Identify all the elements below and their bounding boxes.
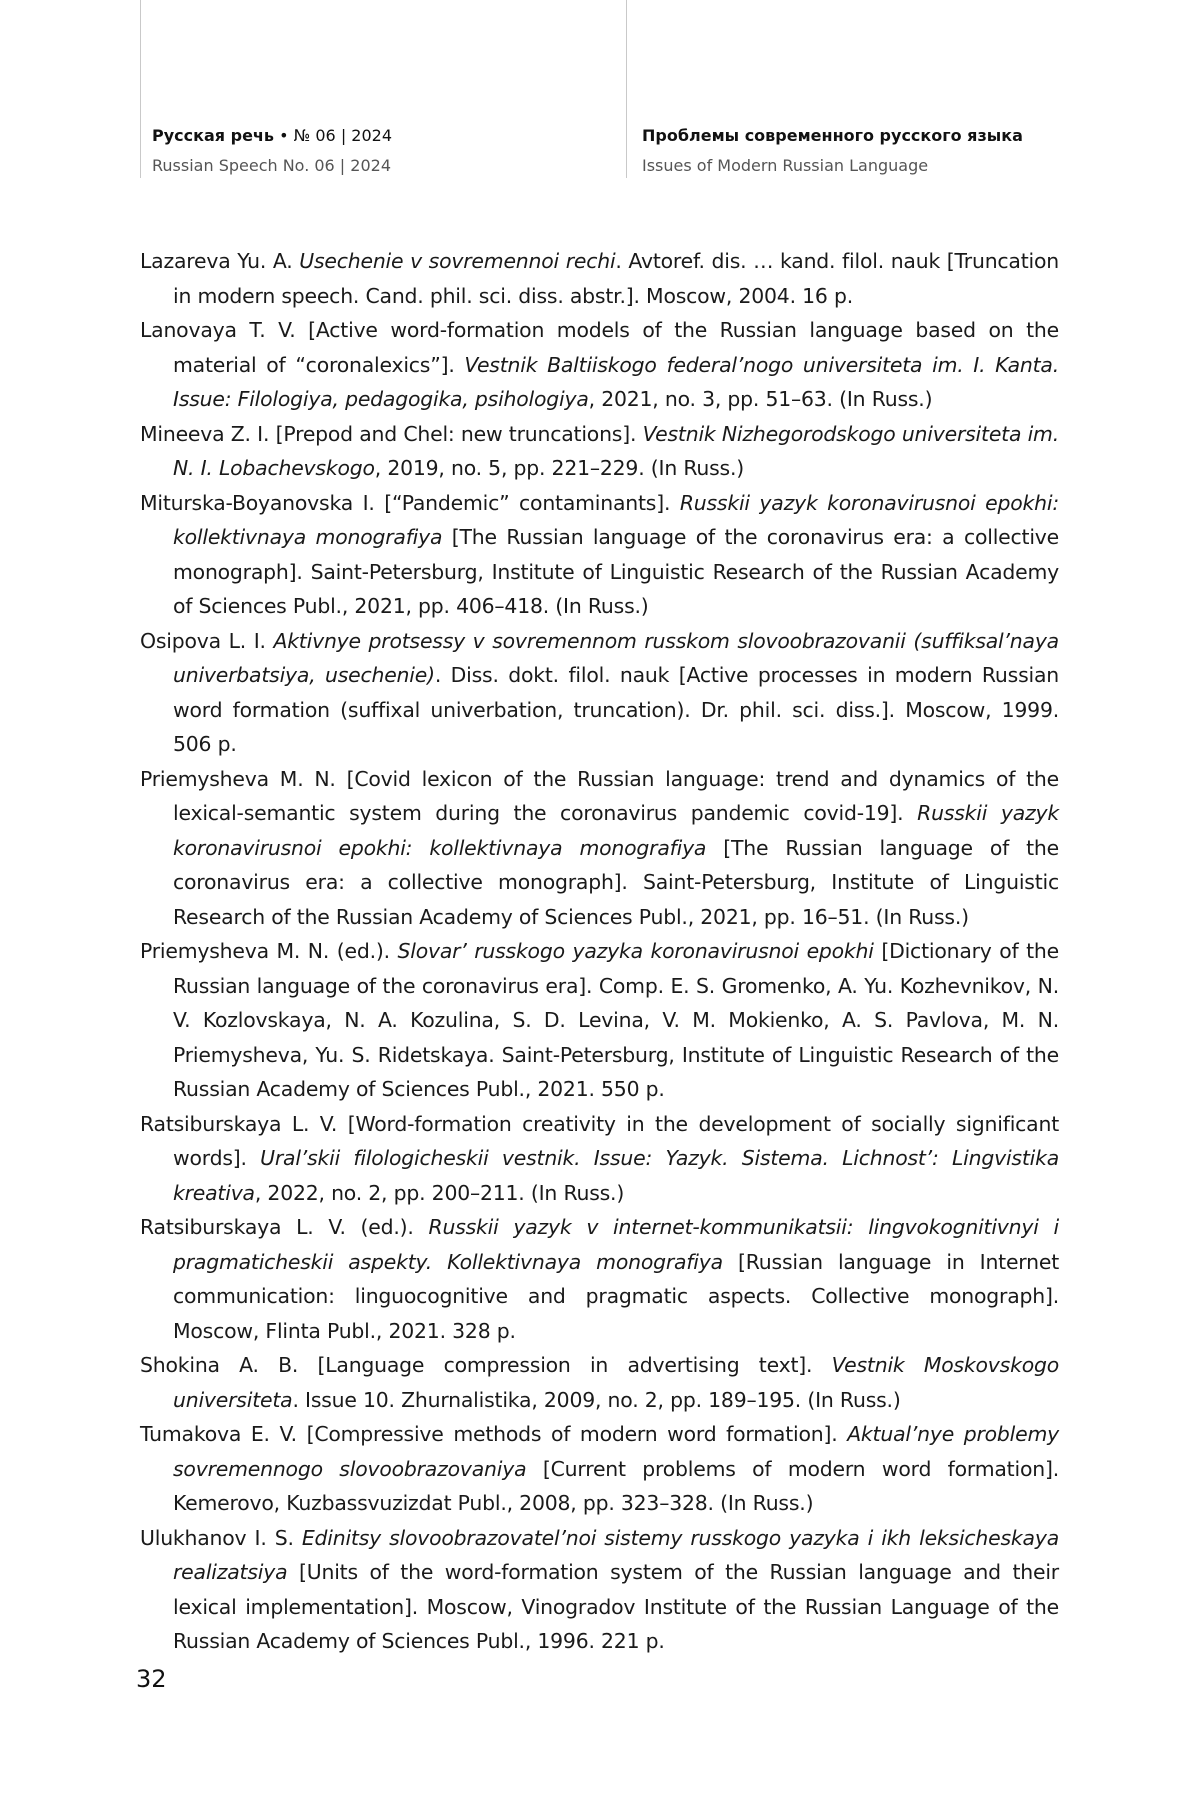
reference-entry <box>140 1348 1059 1417</box>
reference-entry <box>140 762 1059 935</box>
reference-title-italic: Aktual’nye problemy sovremennogo slovoobrazovaniya <box>173 1422 1060 1481</box>
reference-title-italic: Vestnik Moskovskogo universiteta <box>173 1353 1059 1412</box>
journal-issue-ru: • № 06 | 2024 <box>274 126 393 145</box>
section-title-ru: Проблемы современного русского языка <box>642 126 1023 145</box>
reference-title-italic: Russkii yazyk v internet-kommunikatsii: lingvokognitivnyi i pragmaticheskii aspekty. Kollektivnaya monografiya <box>173 1215 1060 1274</box>
reference-text: , 2022, no. 2, pp. 200–211. (In Russ.) <box>254 1180 625 1205</box>
reference-text: Tumakova E. V. [Compressive methods of modern word formation]. <box>140 1422 848 1446</box>
reference-title-italic: Russkii yazyk koronavirusnoi epokhi: kollektivnaya monografiya <box>173 490 1059 549</box>
reference-text: [The Russian language of the coronavirus era: a collective monograph]. Saint-Petersburg, Institute of Linguistic Research of the Russian Academy of Sciences Publ., 2021, pp. 16–51. (In Russ.) <box>173 835 1059 929</box>
reference-text: [Units of the word-formation system of the Russian language and their lexical implementation]. Moscow, Vinogradov Institute of the Russian Language of the Russian Academy of Sciences Publ., 1996. 221 p. <box>173 1560 1059 1653</box>
reference-text: Ratsiburskaya L. V. (ed.). <box>140 1215 429 1239</box>
reference-entry <box>140 1107 1059 1211</box>
reference-text: [Russian language in Internet communication: linguocognitive and pragmatic aspects. Collective monograph]. Moscow, Flinta Publ., 2021. 328 p. <box>173 1249 1059 1343</box>
header-divider-left <box>140 0 141 178</box>
reference-text: [Current problems of modern word formation]. Kemerovo, Kuzbassvuzizdat Publ., 2008, pp. 323–328. (In Russ.) <box>173 1456 1059 1515</box>
references-list <box>140 244 1059 1659</box>
reference-entry <box>140 624 1059 762</box>
reference-entry <box>140 486 1059 624</box>
reference-title-italic: Ural’skii filologicheskii vestnik. Issue: Yazyk. Sistema. Lichnost’: Lingvistika kreativa <box>173 1146 1059 1205</box>
reference-text: Miturska-Boyanovska I. [“Pandemic” contaminants]. <box>140 490 680 515</box>
reference-entry <box>140 934 1059 1107</box>
reference-entry <box>140 1521 1059 1659</box>
reference-text: Priemysheva M. N. (ed.). <box>140 939 398 963</box>
reference-entry <box>140 417 1059 486</box>
reference-text: Lazareva Yu. A. <box>140 249 300 273</box>
reference-title-italic: Aktivnye protsessy v sovremennom russkom slovoobrazovanii (suffiksal’naya univerbatsiya, usechenie) <box>173 628 1059 687</box>
reference-text: Mineeva Z. I. [Prepod and Chel: new truncations]. <box>140 421 643 446</box>
header-divider-right <box>626 0 627 178</box>
section-title-en: Issues of Modern Russian Language <box>642 156 929 175</box>
reference-entry <box>140 313 1059 417</box>
journal-title-en: Russian Speech No. 06 | 2024 <box>152 156 391 175</box>
reference-title-italic: Slovar’ russkogo yazyka koronavirusnoi epokhi <box>397 939 874 963</box>
reference-text: Ulukhanov I. S. <box>140 1525 302 1550</box>
reference-text: [The Russian language of the coronavirus era: a collective monograph]. Saint-Petersburg, Institute of Linguistic Research of the Russian Academy of Sciences Publ., 2021, pp. 406–418. (In Russ.) <box>173 525 1059 618</box>
reference-entry <box>140 244 1059 313</box>
reference-entry <box>140 1417 1059 1521</box>
reference-text: , 2019, no. 5, pp. 221–229. (In Russ.) <box>374 456 744 480</box>
reference-title-italic: Edinitsy slovoobrazovatel’noi sistemy russkogo yazyka i ikh leksicheskaya realizatsiya <box>173 1525 1059 1584</box>
reference-text: [Dictionary of the Russian language of the coronavirus era]. Comp. E. S. Gromenko, A. Yu. Kozhevnikov, N. V. Kozlovskaya, N. A. Kozulina, S. D. Levina, V. M. Mokienko, A. S. Pavlova, M. N. Priemysheva, Yu. S. Ridetskaya. Saint-Petersburg, Institute of Linguistic Research of the Russian Academy of Sciences Publ., 2021. 550 p. <box>173 939 1059 1101</box>
running-header-journal <box>152 124 392 178</box>
reference-text: Priemysheva M. N. [Covid lexicon of the Russian language: trend and dynamics of the lexical-semantic system during the coronavirus pandemic covid-19]. <box>140 766 1059 825</box>
reference-title-italic: Usechenie v sovremennoi rechi <box>299 249 616 273</box>
reference-entry <box>140 1210 1059 1348</box>
page-number: 32 <box>136 1665 167 1693</box>
reference-text: . Avtoref. dis. … kand. filol. nauk [Truncation in modern speech. Cand. phil. sci. diss. abstr.]. Moscow, 2004. 16 p. <box>173 249 1059 308</box>
journal-name-ru: Русская речь <box>152 126 275 145</box>
reference-text: Shokina A. B. [Language compression in advertising text]. <box>140 1353 832 1377</box>
reference-title-italic: Russkii yazyk koronavirusnoi epokhi: kollektivnaya monografiya <box>173 801 1060 860</box>
reference-title-italic: Vestnik Nizhegorodskogo universiteta im. N. I. Lobachevskogo <box>173 421 1060 480</box>
running-header-section <box>642 124 1023 178</box>
reference-text: Osipova L. I. <box>140 628 274 653</box>
reference-text: . Diss. dokt. filol. nauk [Active processes in modern Russian word formation (suffixal univerbation, truncation). Dr. phil. sci. diss.]. Moscow, 1999. 506 p. <box>173 663 1059 756</box>
reference-text: Ratsiburskaya L. V. [Word-formation creativity in the development of socially significant words]. <box>140 1111 1059 1170</box>
reference-text: Lanovaya T. V. [Active word-formation models of the Russian language based on the material of “coronalexics”]. <box>140 318 1059 377</box>
reference-text: . Issue 10. Zhurnalistika, 2009, no. 2, pp. 189–195. (In Russ.) <box>292 1387 901 1412</box>
reference-title-italic: Vestnik Baltiiskogo federal’nogo universiteta im. I. Kanta. Issue: Filologiya, pedagogika, psihologiya <box>173 352 1060 411</box>
journal-title-ru <box>152 124 392 148</box>
reference-text: , 2021, no. 3, pp. 51–63. (In Russ.) <box>588 387 933 411</box>
